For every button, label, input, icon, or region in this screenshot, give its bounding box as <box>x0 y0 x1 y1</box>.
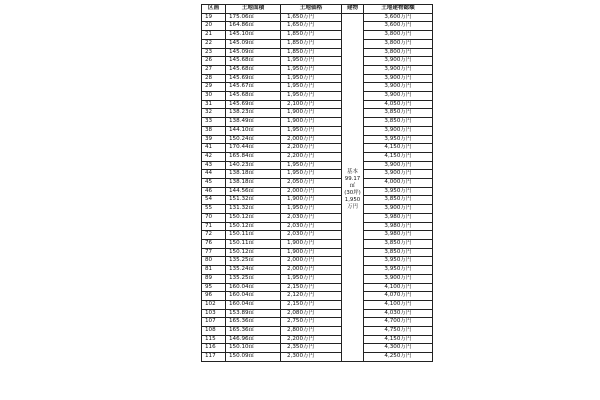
table-row <box>202 300 433 309</box>
total-cell: 3,850万円 <box>364 118 433 127</box>
area-cell: 160.04㎡ <box>226 292 281 301</box>
total-cell: 4,100万円 <box>364 300 433 309</box>
header-row <box>202 5 433 14</box>
lot-cell: 39 <box>202 135 226 144</box>
total-cell: 3,900万円 <box>364 126 433 135</box>
total-cell: 3,980万円 <box>364 231 433 240</box>
table-row <box>202 248 433 257</box>
table-row <box>202 118 433 127</box>
table-row <box>202 126 433 135</box>
building-note-line: ㎡ <box>349 183 356 190</box>
table-row <box>202 170 433 179</box>
area-cell: 150.10㎡ <box>226 344 281 353</box>
lot-cell: 32 <box>202 109 226 118</box>
land-price-cell: 1,950万円 <box>281 205 342 214</box>
total-cell: 4,150万円 <box>364 152 433 161</box>
total-cell: 3,950万円 <box>364 257 433 266</box>
table-row <box>202 231 433 240</box>
header-building: 建物 <box>342 5 364 14</box>
price-table <box>201 4 433 362</box>
lot-cell: 89 <box>202 274 226 283</box>
lot-cell: 30 <box>202 92 226 101</box>
land-price-cell: 2,200万円 <box>281 144 342 153</box>
building-note-line: 1,950 <box>344 197 361 204</box>
total-cell: 3,980万円 <box>364 222 433 231</box>
land-price-cell: 1,850万円 <box>281 39 342 48</box>
area-cell: 145.68㎡ <box>226 57 281 66</box>
area-cell: 138.18㎡ <box>226 179 281 188</box>
table-row <box>202 179 433 188</box>
total-cell: 3,900万円 <box>364 92 433 101</box>
table-row <box>202 144 433 153</box>
table-row <box>202 205 433 214</box>
land-price-cell: 2,030万円 <box>281 231 342 240</box>
table-row <box>202 152 433 161</box>
lot-cell: 42 <box>202 152 226 161</box>
lot-cell: 76 <box>202 239 226 248</box>
table-row <box>202 31 433 40</box>
lot-cell: 31 <box>202 100 226 109</box>
lot-cell: 103 <box>202 309 226 318</box>
area-cell: 145.69㎡ <box>226 74 281 83</box>
total-cell: 3,900万円 <box>364 274 433 283</box>
table-row <box>202 309 433 318</box>
land-price-cell: 2,000万円 <box>281 257 342 266</box>
area-cell: 146.96㎡ <box>226 335 281 344</box>
area-cell: 145.09㎡ <box>226 39 281 48</box>
area-cell: 135.25㎡ <box>226 257 281 266</box>
total-cell: 3,900万円 <box>364 65 433 74</box>
land-price-cell: 1,950万円 <box>281 274 342 283</box>
land-price-cell: 2,000万円 <box>281 187 342 196</box>
land-price-cell: 1,650万円 <box>281 22 342 31</box>
table-row <box>202 83 433 92</box>
table-row <box>202 283 433 292</box>
lot-cell: 23 <box>202 48 226 57</box>
total-cell: 3,800万円 <box>364 31 433 40</box>
lot-cell: 45 <box>202 179 226 188</box>
table-row <box>202 213 433 222</box>
total-cell: 3,850万円 <box>364 248 433 257</box>
land-price-cell: 1,950万円 <box>281 170 342 179</box>
area-cell: 165.84㎡ <box>226 152 281 161</box>
area-cell: 138.18㎡ <box>226 170 281 179</box>
table-row <box>202 239 433 248</box>
area-cell: 170.44㎡ <box>226 144 281 153</box>
land-price-cell: 1,950万円 <box>281 83 342 92</box>
total-cell: 3,900万円 <box>364 161 433 170</box>
area-cell: 150.12㎡ <box>226 248 281 257</box>
area-cell: 140.23㎡ <box>226 161 281 170</box>
land-price-cell: 2,050万円 <box>281 179 342 188</box>
table-row <box>202 274 433 283</box>
land-price-cell: 2,000万円 <box>281 135 342 144</box>
lot-cell: 95 <box>202 283 226 292</box>
building-note-line: 万円 <box>347 204 358 211</box>
table-row <box>202 13 433 22</box>
lot-cell: 29 <box>202 83 226 92</box>
lot-cell: 70 <box>202 213 226 222</box>
table-row <box>202 57 433 66</box>
table-row <box>202 335 433 344</box>
table-row <box>202 109 433 118</box>
lot-cell: 28 <box>202 74 226 83</box>
lot-cell: 81 <box>202 266 226 275</box>
land-price-cell: 2,800万円 <box>281 327 342 336</box>
land-price-cell: 2,200万円 <box>281 152 342 161</box>
header-total: 土地建物総額 <box>364 5 433 14</box>
total-cell: 3,980万円 <box>364 213 433 222</box>
table-row <box>202 187 433 196</box>
total-cell: 3,600万円 <box>364 13 433 22</box>
area-cell: 153.89㎡ <box>226 309 281 318</box>
land-price-cell: 1,950万円 <box>281 74 342 83</box>
building-note-line: 基本 <box>347 169 358 176</box>
total-cell: 3,800万円 <box>364 39 433 48</box>
total-cell: 3,950万円 <box>364 135 433 144</box>
area-cell: 150.24㎡ <box>226 135 281 144</box>
area-cell: 138.49㎡ <box>226 118 281 127</box>
area-cell: 150.12㎡ <box>226 213 281 222</box>
land-price-cell: 2,000万円 <box>281 266 342 275</box>
header-area: 土地面積 <box>226 5 281 14</box>
lot-cell: 27 <box>202 65 226 74</box>
land-price-cell: 1,850万円 <box>281 31 342 40</box>
lot-cell: 77 <box>202 248 226 257</box>
area-cell: 160.04㎡ <box>226 300 281 309</box>
lot-cell: 72 <box>202 231 226 240</box>
area-cell: 131.32㎡ <box>226 205 281 214</box>
land-price-cell: 2,750万円 <box>281 318 342 327</box>
land-price-cell: 2,350万円 <box>281 344 342 353</box>
land-price-cell: 1,900万円 <box>281 109 342 118</box>
table-row <box>202 74 433 83</box>
land-price-cell: 1,900万円 <box>281 118 342 127</box>
table-row <box>202 266 433 275</box>
land-price-cell: 2,150万円 <box>281 283 342 292</box>
lot-cell: 115 <box>202 335 226 344</box>
area-cell: 145.69㎡ <box>226 100 281 109</box>
total-cell: 4,700万円 <box>364 318 433 327</box>
lot-cell: 46 <box>202 187 226 196</box>
total-cell: 3,900万円 <box>364 57 433 66</box>
land-price-cell: 1,950万円 <box>281 126 342 135</box>
lot-cell: 44 <box>202 170 226 179</box>
total-cell: 3,950万円 <box>364 187 433 196</box>
total-cell: 4,100万円 <box>364 283 433 292</box>
area-cell: 138.23㎡ <box>226 109 281 118</box>
table-row <box>202 292 433 301</box>
table-row <box>202 327 433 336</box>
area-cell: 144.10㎡ <box>226 126 281 135</box>
table-row <box>202 196 433 205</box>
lot-cell: 117 <box>202 353 226 362</box>
table-row <box>202 92 433 101</box>
land-price-cell: 1,900万円 <box>281 248 342 257</box>
total-cell: 4,000万円 <box>364 179 433 188</box>
total-cell: 3,900万円 <box>364 170 433 179</box>
table-row <box>202 344 433 353</box>
area-cell: 145.68㎡ <box>226 92 281 101</box>
land-price-cell: 2,100万円 <box>281 100 342 109</box>
table-row <box>202 65 433 74</box>
building-price-cell <box>342 13 364 361</box>
land-price-cell: 2,120万円 <box>281 292 342 301</box>
land-price-cell: 2,300万円 <box>281 353 342 362</box>
header-land-price: 土地価格 <box>281 5 342 14</box>
land-price-cell: 2,150万円 <box>281 300 342 309</box>
total-cell: 3,600万円 <box>364 22 433 31</box>
area-cell: 151.32㎡ <box>226 196 281 205</box>
area-cell: 144.56㎡ <box>226 187 281 196</box>
total-cell: 3,900万円 <box>364 205 433 214</box>
lot-cell: 19 <box>202 13 226 22</box>
area-cell: 145.68㎡ <box>226 65 281 74</box>
total-cell: 4,750万円 <box>364 327 433 336</box>
lot-cell: 22 <box>202 39 226 48</box>
total-cell: 3,850万円 <box>364 109 433 118</box>
lot-cell: 102 <box>202 300 226 309</box>
total-cell: 3,900万円 <box>364 83 433 92</box>
building-note-line: (30坪) <box>344 190 361 197</box>
table-row <box>202 257 433 266</box>
total-cell: 4,030万円 <box>364 309 433 318</box>
area-cell: 145.67㎡ <box>226 83 281 92</box>
header-lot: 区画 <box>202 5 226 14</box>
table-row <box>202 22 433 31</box>
land-price-cell: 1,950万円 <box>281 161 342 170</box>
lot-cell: 43 <box>202 161 226 170</box>
table-row <box>202 353 433 362</box>
lot-cell: 80 <box>202 257 226 266</box>
lot-cell: 96 <box>202 292 226 301</box>
lot-cell: 55 <box>202 205 226 214</box>
area-cell: 165.36㎡ <box>226 327 281 336</box>
area-cell: 165.36㎡ <box>226 318 281 327</box>
total-cell: 4,150万円 <box>364 144 433 153</box>
area-cell: 150.11㎡ <box>226 231 281 240</box>
lot-cell: 20 <box>202 22 226 31</box>
lot-cell: 38 <box>202 126 226 135</box>
area-cell: 164.86㎡ <box>226 22 281 31</box>
lot-cell: 41 <box>202 144 226 153</box>
land-price-cell: 1,900万円 <box>281 196 342 205</box>
total-cell: 3,850万円 <box>364 196 433 205</box>
area-cell: 145.10㎡ <box>226 31 281 40</box>
land-price-cell: 1,850万円 <box>281 48 342 57</box>
table-row <box>202 100 433 109</box>
land-price-cell: 2,030万円 <box>281 222 342 231</box>
table-row <box>202 161 433 170</box>
total-cell: 4,050万円 <box>364 100 433 109</box>
area-cell: 145.09㎡ <box>226 48 281 57</box>
area-cell: 150.11㎡ <box>226 239 281 248</box>
lot-cell: 116 <box>202 344 226 353</box>
table-row <box>202 135 433 144</box>
building-note-line: 99.17 <box>344 176 361 183</box>
total-cell: 4,150万円 <box>364 335 433 344</box>
land-price-cell: 1,950万円 <box>281 65 342 74</box>
total-cell: 4,070万円 <box>364 292 433 301</box>
land-price-cell: 2,200万円 <box>281 335 342 344</box>
area-cell: 135.25㎡ <box>226 274 281 283</box>
total-cell: 3,800万円 <box>364 48 433 57</box>
land-price-cell: 1,650万円 <box>281 13 342 22</box>
table-row <box>202 39 433 48</box>
land-price-cell: 2,080万円 <box>281 309 342 318</box>
area-cell: 150.09㎡ <box>226 353 281 362</box>
lot-cell: 26 <box>202 57 226 66</box>
area-cell: 135.24㎡ <box>226 266 281 275</box>
land-price-cell: 1,950万円 <box>281 92 342 101</box>
total-cell: 4,300万円 <box>364 344 433 353</box>
table-row <box>202 222 433 231</box>
table-row <box>202 318 433 327</box>
price-table-sheet <box>201 4 433 362</box>
area-cell: 160.04㎡ <box>226 283 281 292</box>
land-price-cell: 2,030万円 <box>281 213 342 222</box>
lot-cell: 33 <box>202 118 226 127</box>
lot-cell: 21 <box>202 31 226 40</box>
total-cell: 3,850万円 <box>364 239 433 248</box>
lot-cell: 108 <box>202 327 226 336</box>
lot-cell: 71 <box>202 222 226 231</box>
total-cell: 3,950万円 <box>364 266 433 275</box>
land-price-cell: 1,950万円 <box>281 57 342 66</box>
lot-cell: 107 <box>202 318 226 327</box>
area-cell: 150.12㎡ <box>226 222 281 231</box>
area-cell: 175.06㎡ <box>226 13 281 22</box>
land-price-cell: 1,900万円 <box>281 239 342 248</box>
total-cell: 3,900万円 <box>364 74 433 83</box>
table-row <box>202 48 433 57</box>
lot-cell: 54 <box>202 196 226 205</box>
total-cell: 4,250万円 <box>364 353 433 362</box>
